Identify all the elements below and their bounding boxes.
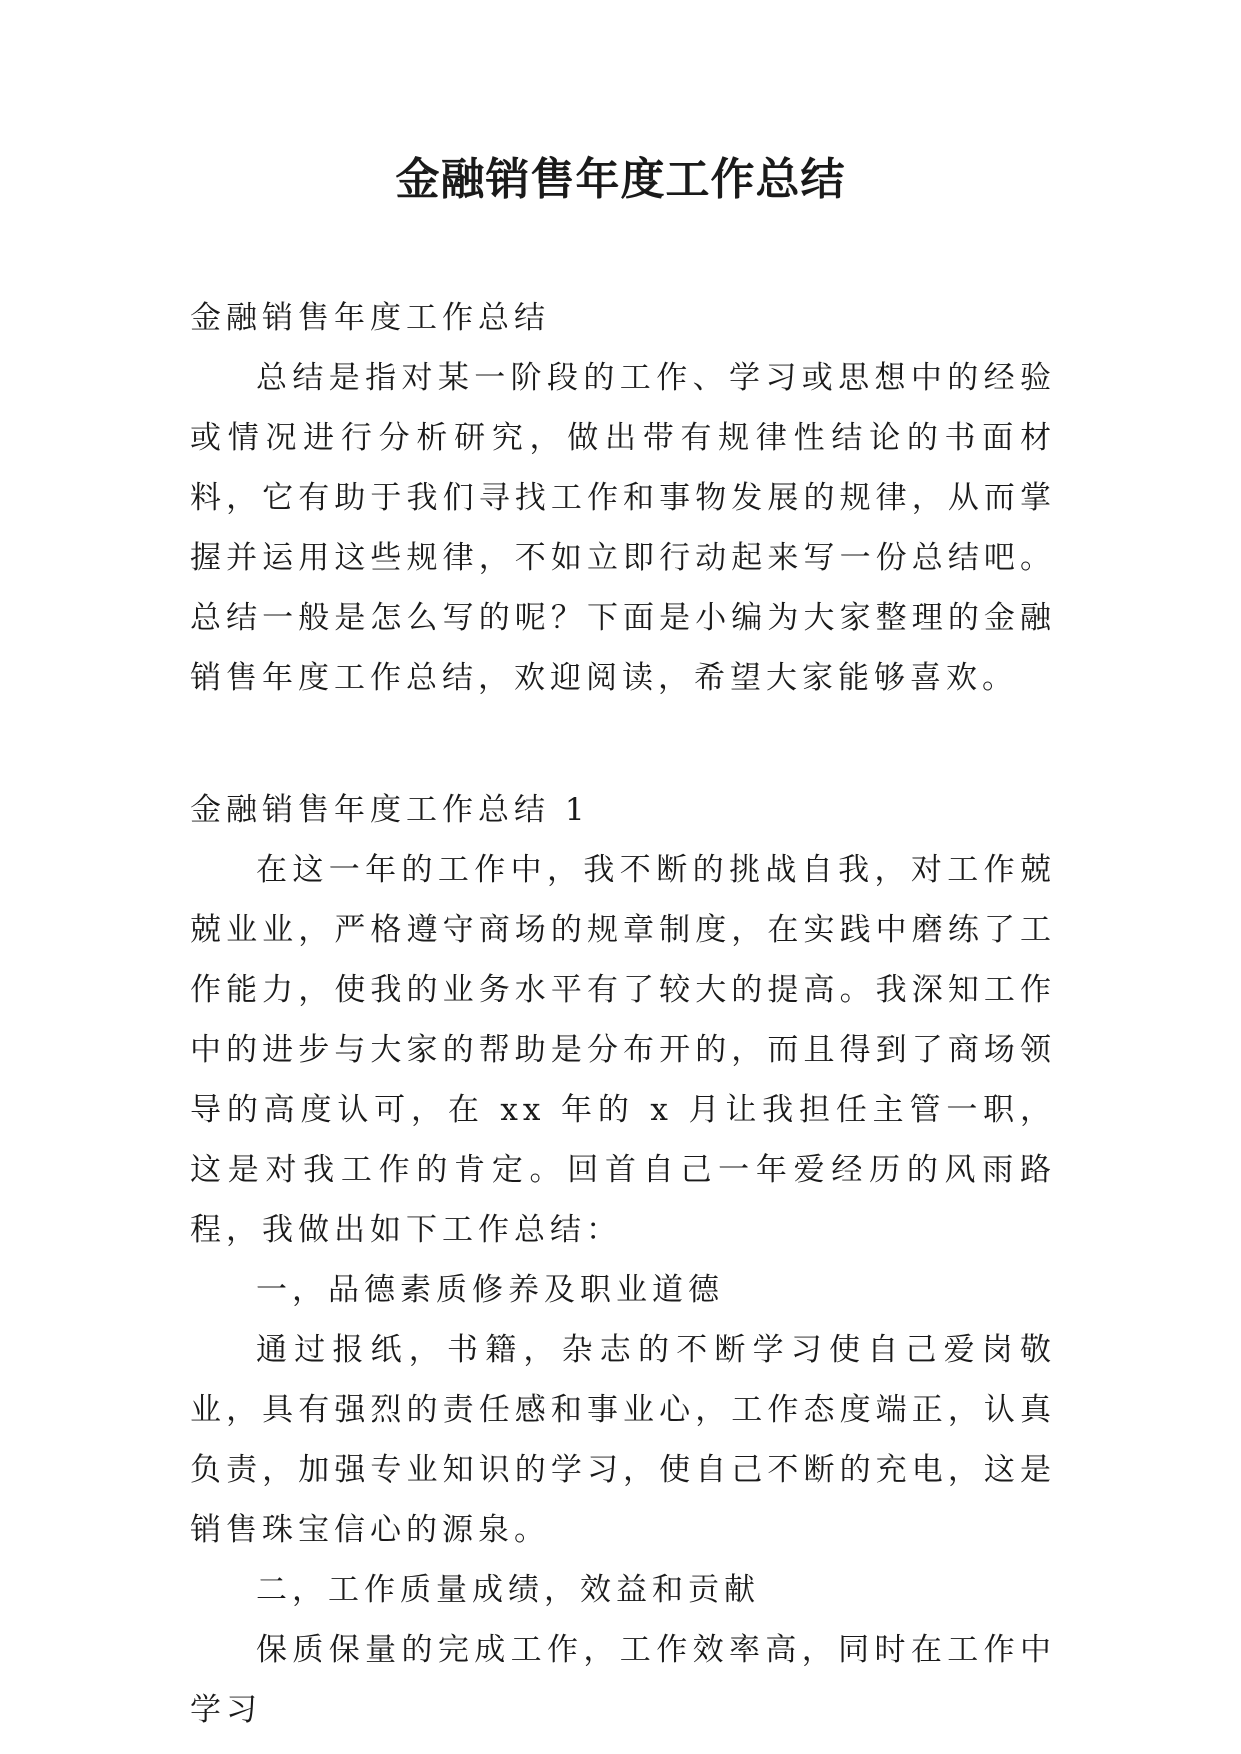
point-2-heading: 二，工作质量成绩，效益和贡献 [256, 1572, 760, 1608]
intro-paragraph: 总结是指对某一阶段的工作、学习或思想中的经验或情况进行分析研究，做出带有规律性结论的书面材料，它有助于我们寻找工作和事物发展的规律，从而掌握并运用这些规律，不如立即行动起来写一份总结吧。总结一般是怎么写的呢？下面是小编为大家整理的金融销售年度工作总结，欢迎阅读，希望大家能够喜欢。 [190, 360, 1056, 696]
point-1-paragraph: 通过报纸，书籍，杂志的不断学习使自己爱岗敬业，具有强烈的责任感和事业心，工作态度端正，认真负责，加强专业知识的学习，使自己不断的充电，这是销售珠宝信心的源泉。 [190, 1332, 1056, 1548]
document-body [190, 288, 1056, 1740]
section-spacer [190, 708, 1056, 780]
section-1-title: 金融销售年度工作总结 1 [190, 792, 590, 828]
document-title: 金融销售年度工作总结 [395, 154, 846, 205]
point-1-heading: 一，品德素质修养及职业道德 [256, 1272, 724, 1308]
subtitle: 金融销售年度工作总结 [190, 300, 550, 336]
section-1-paragraph: 在这一年的工作中，我不断的挑战自我，对工作兢兢业业，严格遵守商场的规章制度，在实践中磨练了工作能力，使我的业务水平有了较大的提高。我深知工作中的进步与大家的帮助是分布开的，而且得到了商场领导的高度认可，在 xx 年的 x 月让我担任主管一职，这是对我工作的肯定。回首自己一年爱经历的风雨路程，我做出如下工作总结： [190, 852, 1056, 1248]
point-2-paragraph: 保质保量的完成工作，工作效率高，同时在工作中学习 [190, 1632, 1056, 1728]
